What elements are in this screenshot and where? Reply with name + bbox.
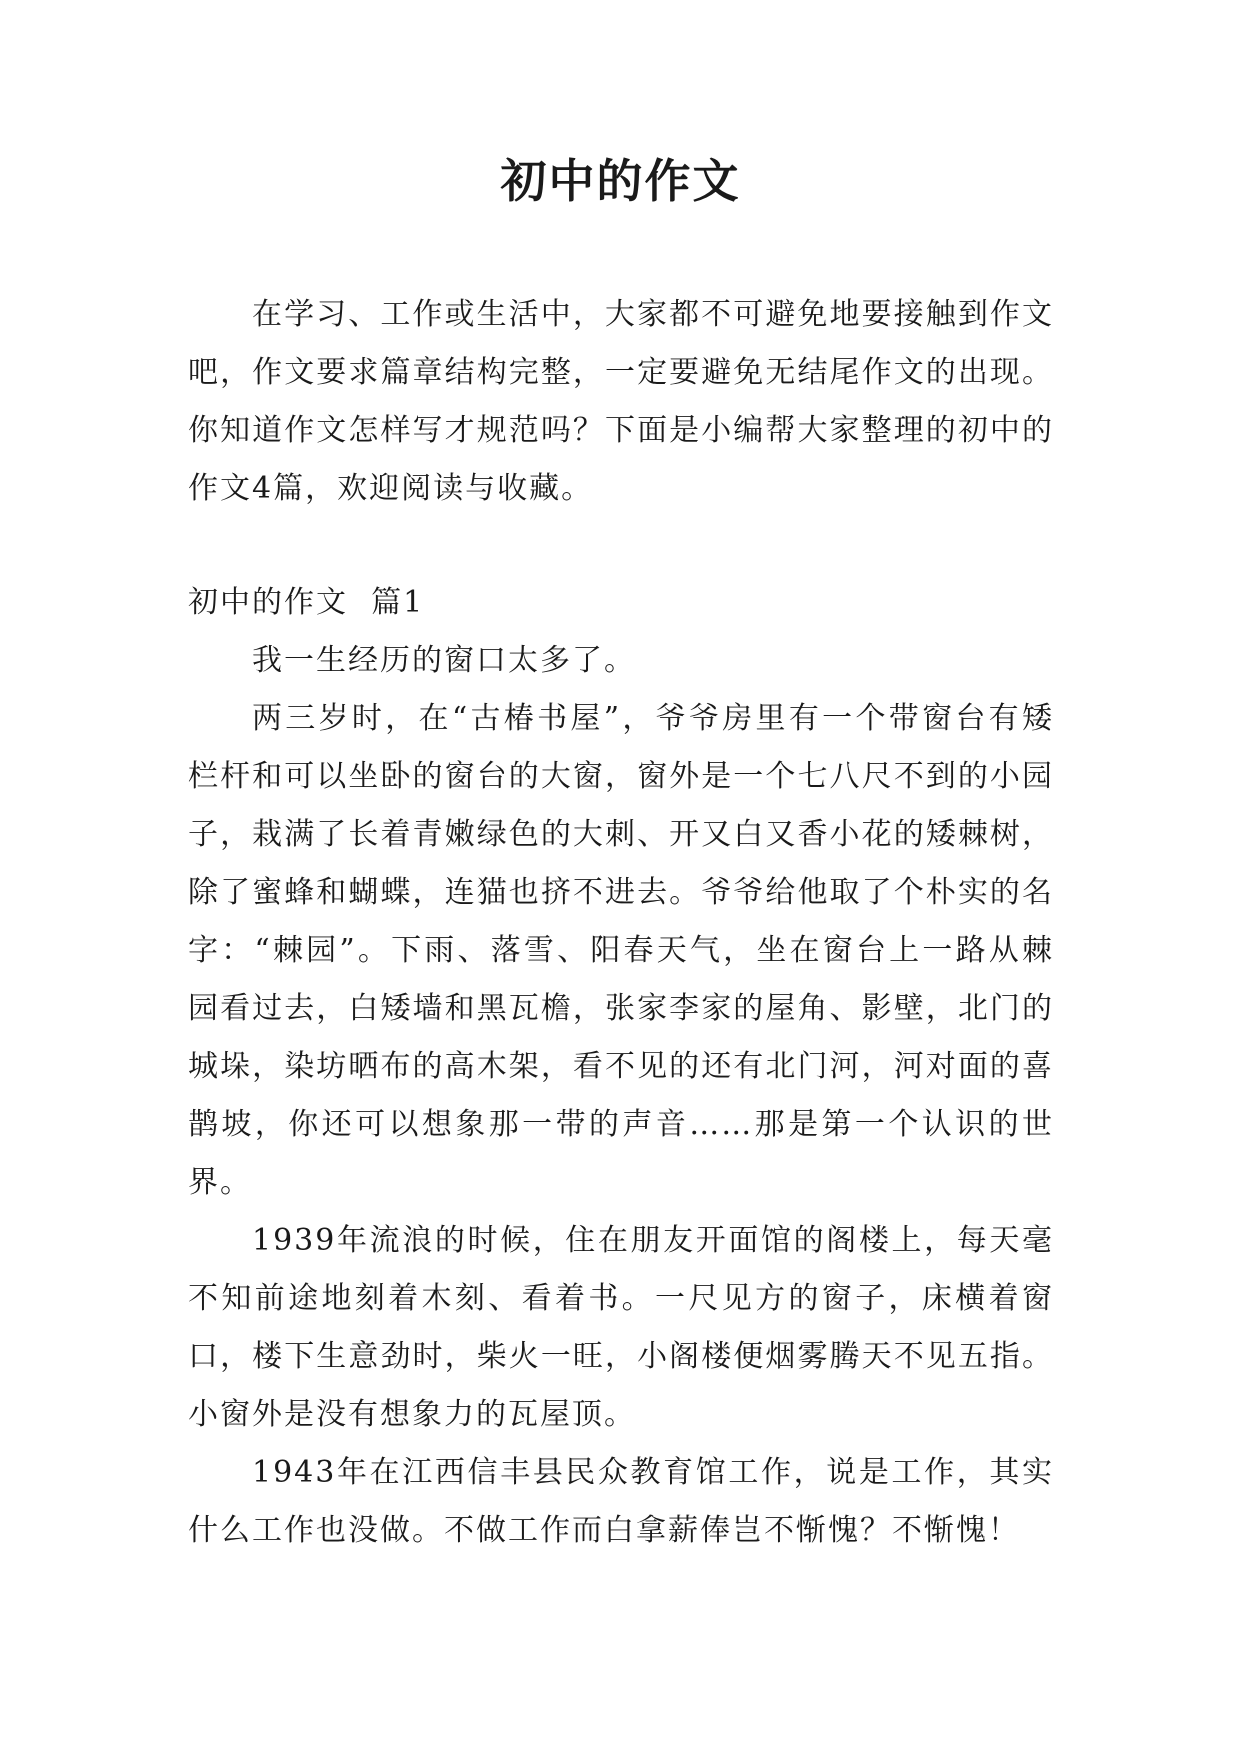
section-heading: 初中的作文 篇1 [188,585,425,620]
section-content [188,574,1054,1560]
body-paragraph: 1943年在江西信丰县民众教育馆工作，说是工作，其实什么工作也没做。不做工作而白拿薪俸岂不惭愧？不惭愧！ [188,1455,1054,1548]
body-paragraph: 1939年流浪的时候，住在朋友开面馆的阁楼上，每天毫不知前途地刻着木刻、看着书。一尺见方的窗子，床横着窗口，楼下生意劲时，柴火一旺，小阁楼便烟雾腾天不见五指。小窗外是没有想象力的瓦屋顶。 [188,1223,1054,1432]
body-paragraph: 我一生经历的窗口太多了。 [252,643,636,678]
document-title: 初中的作文 [500,154,741,208]
body-paragraph: 两三岁时，在“古椿书屋”，爷爷房里有一个带窗台有矮栏杆和可以坐卧的窗台的大窗，窗外是一个七八尺不到的小园子，栽满了长着青嫩绿色的大刺、开又白又香小花的矮棘树，除了蜜蜂和蝴蝶，连猫也挤不进去。爷爷给他取了个朴实的名字：“棘园”。下雨、落雪、阳春天气，坐在窗台上一路从棘园看过去，白矮墙和黑瓦檐，张家李家的屋角、影壁，北门的城垛，染坊晒布的高木架，看不见的还有北门河，河对面的喜鹊坡，你还可以想象那一带的声音……那是第一个认识的世界。 [188,701,1054,1200]
intro-paragraph: 在学习、工作或生活中，大家都不可避免地要接触到作文吧，作文要求篇章结构完整，一定要避免无结尾作文的出现。你知道作文怎样写才规范吗？下面是小编帮大家整理的初中的作文4篇，欢迎阅读与收藏。 [188,297,1054,506]
